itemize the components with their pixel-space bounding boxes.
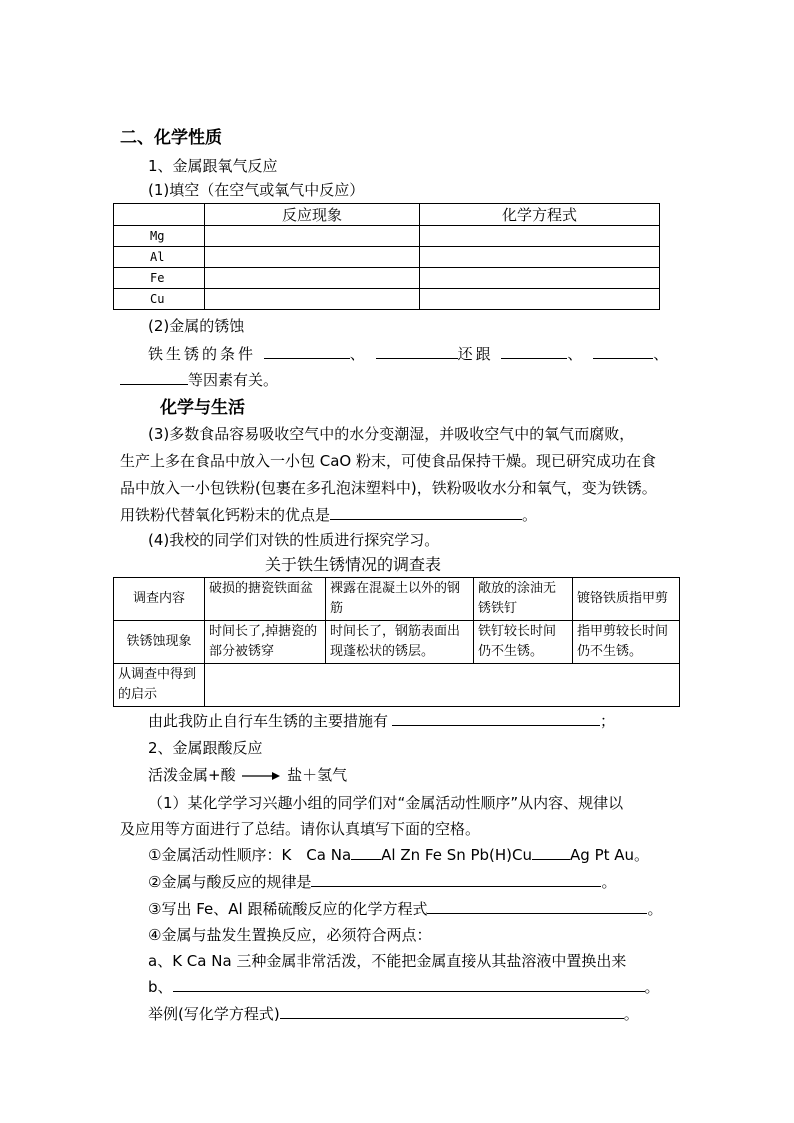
blank-rust-5[interactable]	[120, 370, 188, 385]
survey-header-cell: 铁锈蚀现象	[114, 621, 205, 664]
table-row	[114, 247, 660, 268]
table-header-cell	[114, 204, 205, 226]
table-header-cell: 化学方程式	[420, 204, 660, 226]
acid-reaction-line	[148, 765, 347, 785]
table-row	[114, 226, 660, 247]
example-line	[148, 1004, 639, 1024]
acid-rule-line	[148, 872, 616, 892]
phenomenon-cell[interactable]	[205, 289, 420, 310]
rust-suffix: 等因素有关。	[188, 371, 279, 389]
paragraph-line: 生产上多在食品中放入一小包 CaO 粉末，可使食品保持干燥。现已研究成功在食	[120, 452, 657, 470]
survey-header-cell: 调查内容	[114, 578, 205, 621]
blank-equation[interactable]	[427, 899, 647, 914]
survey-cell: 铁钉较长时间仍不生锈。	[474, 621, 573, 664]
metal-cell: Cu	[114, 289, 205, 310]
metal-cell: Fe	[114, 268, 205, 289]
blank-advantage[interactable]	[330, 505, 522, 520]
survey-row-phenomenon	[114, 621, 680, 664]
paragraph-line: 品中放入一小包铁粉(包裹在多孔泡沫塑料中)，铁粉吸收水分和氧气，变为铁锈。	[120, 479, 657, 497]
table-row	[114, 289, 660, 310]
phenomenon-cell[interactable]	[205, 268, 420, 289]
corrosion-label: (2)金属的锈蚀	[148, 317, 245, 335]
eq-prefix: ③写出 Fe、Al 跟稀硫酸反应的化学方程式	[148, 900, 428, 918]
order-part-b: Al Zn Fe Sn Pb(H)Cu	[381, 846, 533, 864]
mid-text: 还跟	[457, 345, 494, 363]
survey-cell: 裸露在混凝土以外的钢筋	[326, 578, 474, 621]
equation-cell[interactable]	[420, 289, 660, 310]
bike-prefix: 由此我防止自行车生锈的主要措施有	[148, 712, 389, 730]
question-line: 及应用等方面进行了总结。请你认真填写下面的空格。	[120, 820, 481, 838]
advantage-prefix: 用铁粉代替氧化钙粉末的优点是	[120, 506, 331, 524]
blank-rule[interactable]	[311, 872, 601, 887]
bike-measures-line	[148, 711, 615, 731]
table-row	[114, 268, 660, 289]
example-suffix: 。	[623, 1005, 639, 1023]
blank-rust-3[interactable]	[501, 344, 567, 359]
rust-conditions-line	[148, 344, 671, 364]
bike-suffix: ；	[600, 712, 616, 730]
condition-b-line	[148, 977, 660, 997]
equation-line	[148, 899, 662, 919]
survey-row-content	[114, 578, 680, 621]
equation-cell[interactable]	[420, 247, 660, 268]
survey-cell: 指甲剪较长时间仍不生锈。	[573, 621, 680, 664]
phenomenon-cell[interactable]	[205, 226, 420, 247]
acid-right: 盐＋氢气	[287, 766, 348, 784]
blank-order-2[interactable]	[532, 845, 570, 860]
advantage-line	[120, 505, 537, 525]
activity-order-line	[148, 845, 649, 865]
investigation-label: (4)我校的同学们对铁的性质进行探究学习。	[148, 531, 440, 549]
separator: 、	[653, 345, 672, 363]
rust-survey-table	[113, 577, 680, 707]
equation-cell[interactable]	[420, 268, 660, 289]
eq-suffix: 。	[647, 900, 663, 918]
blank-order-1[interactable]	[351, 845, 381, 860]
order-part-a: ①金属活动性顺序：K Ca Na	[148, 846, 352, 864]
blank-rust-1[interactable]	[264, 344, 350, 359]
survey-header-cell: 从调查中得到的启示	[114, 664, 205, 707]
rule-suffix: 。	[601, 873, 617, 891]
survey-cell: 时间长了，钢筋表面出现蓬松状的锈层。	[326, 621, 474, 664]
acid-left: 活泼金属+酸	[148, 766, 236, 784]
salt-reaction-line: ④金属与盐发生置换反应，必须符合两点：	[148, 926, 432, 944]
example-prefix: 举例(写化学方程式)	[148, 1005, 280, 1023]
insight-answer-cell[interactable]	[205, 664, 680, 707]
survey-cell: 破损的搪瓷铁面盆	[205, 578, 326, 621]
advantage-suffix: 。	[522, 506, 538, 524]
subsection-title-oxygen: 1、金属跟氧气反应	[148, 157, 278, 175]
separator: 、	[567, 345, 586, 363]
fill-in-label: (1)填空（在空气或氧气中反应）	[148, 181, 365, 199]
metal-cell: Al	[114, 247, 205, 268]
survey-cell: 镀铬铁质指甲剪	[573, 578, 680, 621]
blank-bike[interactable]	[392, 711, 600, 726]
equation-cell[interactable]	[420, 226, 660, 247]
question-line: （1）某化学学习兴趣小组的同学们对“金属活动性顺序”从内容、规律以	[148, 794, 624, 812]
blank-rust-4[interactable]	[593, 344, 653, 359]
survey-title: 关于铁生锈情况的调查表	[265, 555, 442, 574]
survey-cell: 时间长了,掉搪瓷的部分被锈穿	[205, 621, 326, 664]
chem-life-heading: 化学与生活	[160, 398, 245, 418]
order-part-c: Ag Pt Au。	[570, 846, 650, 864]
metal-oxygen-table	[113, 203, 660, 310]
metal-cell: Mg	[114, 226, 205, 247]
condition-a-line: a、K Ca Na 三种金属非常活泼，不能把金属直接从其盐溶液中置换出来	[148, 952, 627, 970]
table-header-cell: 反应现象	[205, 204, 420, 226]
arrow-icon	[240, 771, 282, 781]
paragraph-line: (3)多数食品容易吸收空气中的水分变潮湿，并吸收空气中的氧气而腐败，	[148, 425, 635, 443]
subsection-title-acid: 2、金属跟酸反应	[148, 739, 263, 757]
cond-b-prefix: b、	[148, 978, 173, 996]
rust-conditions-line-2	[120, 370, 278, 390]
rule-prefix: ②金属与酸反应的规律是	[148, 873, 312, 891]
survey-cell: 敞放的涂油无锈铁钉	[474, 578, 573, 621]
phenomenon-cell[interactable]	[205, 247, 420, 268]
separator: 、	[349, 345, 368, 363]
cond-b-suffix: 。	[644, 978, 660, 996]
rust-prefix: 铁生锈的条件	[148, 345, 257, 363]
survey-row-insight	[114, 664, 680, 707]
section-title: 二、化学性质	[120, 128, 222, 148]
blank-condition-b[interactable]	[173, 977, 645, 992]
blank-example[interactable]	[280, 1004, 624, 1019]
table-header-row	[114, 204, 660, 226]
blank-rust-2[interactable]	[376, 344, 458, 359]
